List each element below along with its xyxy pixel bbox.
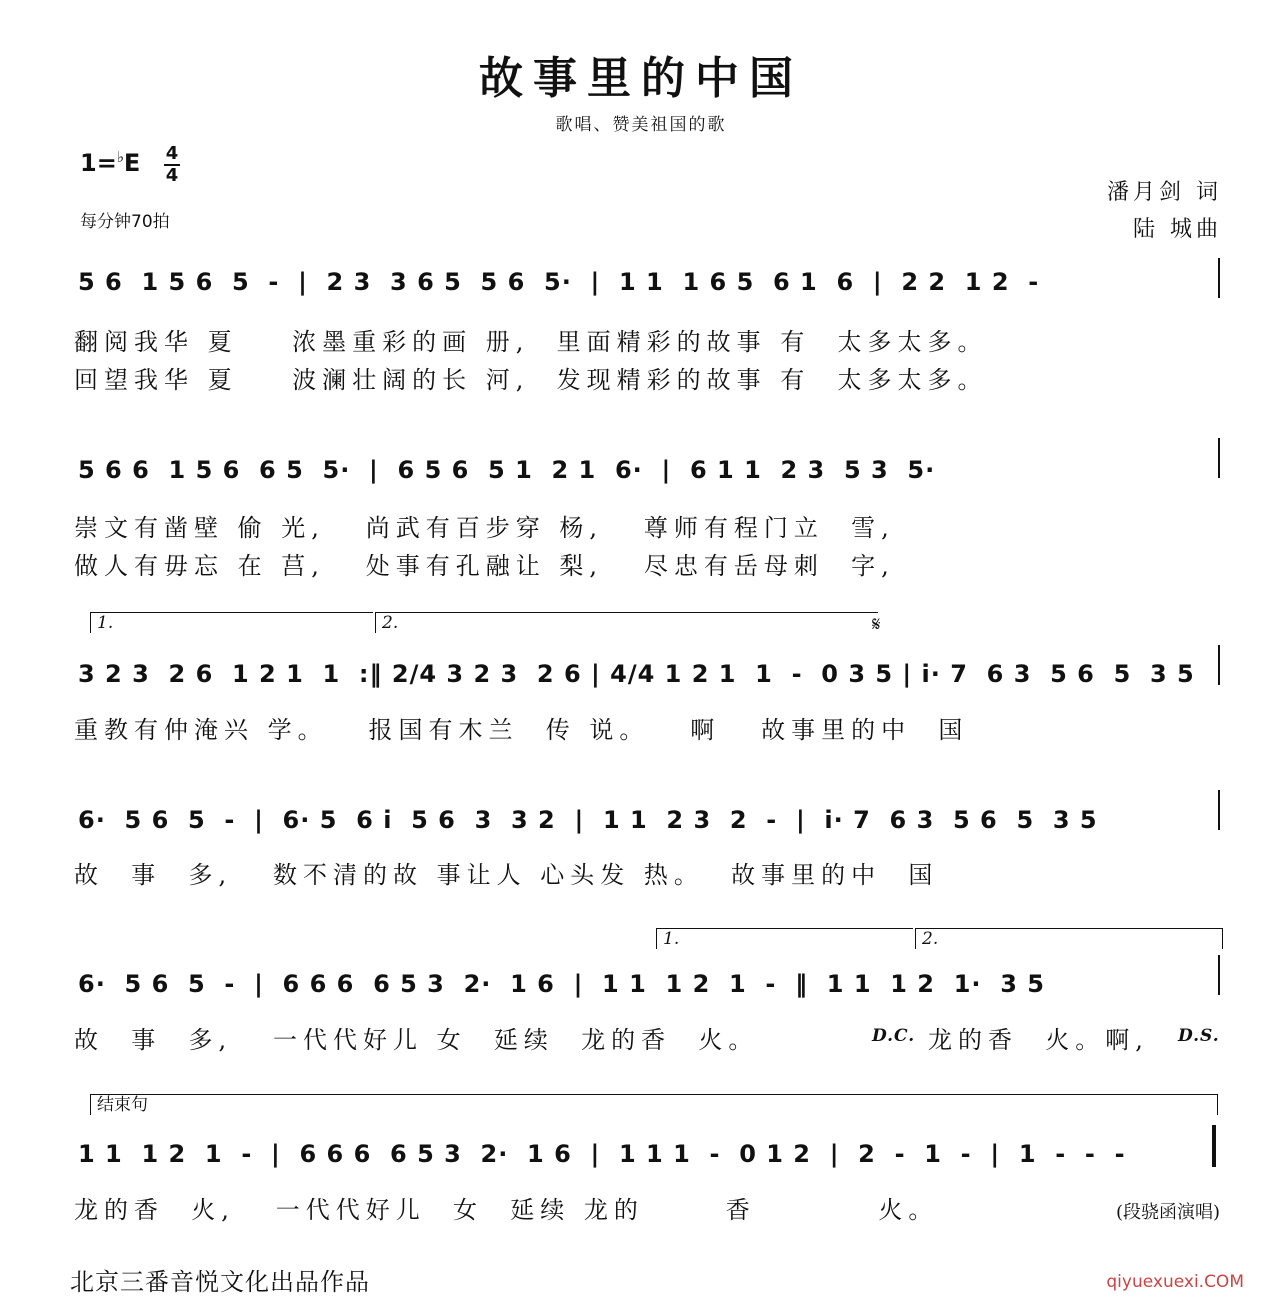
volta-second-ending: 2. (915, 928, 1223, 949)
lyrics-line-2-verse-1: 崇文有凿壁 偷 光, 尚武有百步穿 杨, 尊师有程门立 雪, (74, 514, 895, 542)
song-subtitle: 歌唱、赞美祖国的歌 (555, 115, 727, 135)
song-title: 故事里的中国 (479, 53, 803, 104)
ds-marking: D.S. (1178, 1026, 1220, 1046)
time-signature (162, 144, 182, 186)
segno-icon: 𝄋 (872, 612, 881, 636)
composer-credit: 陆 城曲 (1133, 217, 1222, 242)
lyrics-line-3: 重教有仲淹兴 学。 报国有木兰 传 说。 啊 故事里的中 国 (74, 716, 969, 744)
key-signature (80, 148, 140, 177)
flat-symbol: ♭ (116, 148, 124, 166)
notation-line-1: 5 6 1 5 6 5 - | 2 3 3 6 5 5 6 5· | 1 1 1 6 5 6 1 6 | 2 2 1 2 - (78, 268, 1040, 296)
volta-second-ending: 2. (375, 612, 878, 633)
time-top: 4 (165, 143, 179, 164)
tempo-marking: 每分钟70拍 (80, 212, 170, 232)
dc-marking: D.C. (872, 1026, 916, 1046)
notation-line-4: 6· 5 6 5 - | 6· 5 6 i 5 6 3 3 2 | 1 1 2 3 2 - | i· 7 6 3 5 6 5 3 5 (78, 806, 1098, 834)
volta-first-ending: 1. (90, 612, 373, 633)
publisher-footer: 北京三番音悦文化出品作品 (70, 1268, 370, 1296)
key-note: E (123, 149, 141, 177)
lyrics-line-1-verse-1: 翻阅我华 夏 浓墨重彩的画 册, 里面精彩的故事 有 太多太多。 (74, 328, 988, 356)
notation-line-5: 6· 5 6 5 - | 6 6 6 6 5 3 2· 1 6 | 1 1 1 2 1 - ‖ 1 1 1 2 1· 3 5 (78, 970, 1045, 998)
notation-line-6: 1 1 1 2 1 - | 6 6 6 6 5 3 2· 1 6 | 1 1 1 - 0 1 2 | 2 - 1 - | 1 - - - (78, 1140, 1126, 1168)
lyrics-line-5: 故 事 多, 一代代好儿 女 延续 龙的香 火。 (74, 1026, 759, 1054)
lyricist-credit: 潘月剑 词 (1107, 180, 1222, 205)
time-bottom: 4 (165, 165, 179, 186)
site-watermark: qiyuexuexi.COM (1106, 1272, 1244, 1292)
lyrics-line-4: 故 事 多, 数不清的故 事让人 心头发 热。 故事里的中 国 (74, 861, 939, 889)
lyrics-line-2-verse-2: 做人有毋忘 在 莒, 处事有孔融让 梨, 尽忠有岳母刺 字, (74, 552, 895, 580)
performer-credit: (段骁函演唱) (1115, 1202, 1220, 1223)
volta-first-ending: 1. (656, 928, 913, 949)
lyrics-line-6: 龙的香 火, 一代代好儿 女 延续 龙的 香 火。 (74, 1196, 939, 1224)
lyrics-line-5-after-dc: 龙的香 火。啊, (928, 1026, 1149, 1054)
lyrics-line-1-verse-2: 回望我华 夏 波澜壮阔的长 河, 发现精彩的故事 有 太多太多。 (74, 366, 988, 394)
ending-bracket: 结束句 (90, 1094, 1218, 1115)
notation-line-2: 5 6 6 1 5 6 6 5 5· | 6 5 6 5 1 2 1 6· | 6 1 1 2 3 5 3 5· (78, 456, 936, 484)
key-prefix: 1= (80, 149, 117, 177)
notation-line-3: 3 2 3 2 6 1 2 1 1 :‖ 2/4 3 2 3 2 6 | 4/4 1 2 1 1 - 0 3 5 | i· 7 6 3 5 6 5 3 5 (78, 660, 1195, 688)
